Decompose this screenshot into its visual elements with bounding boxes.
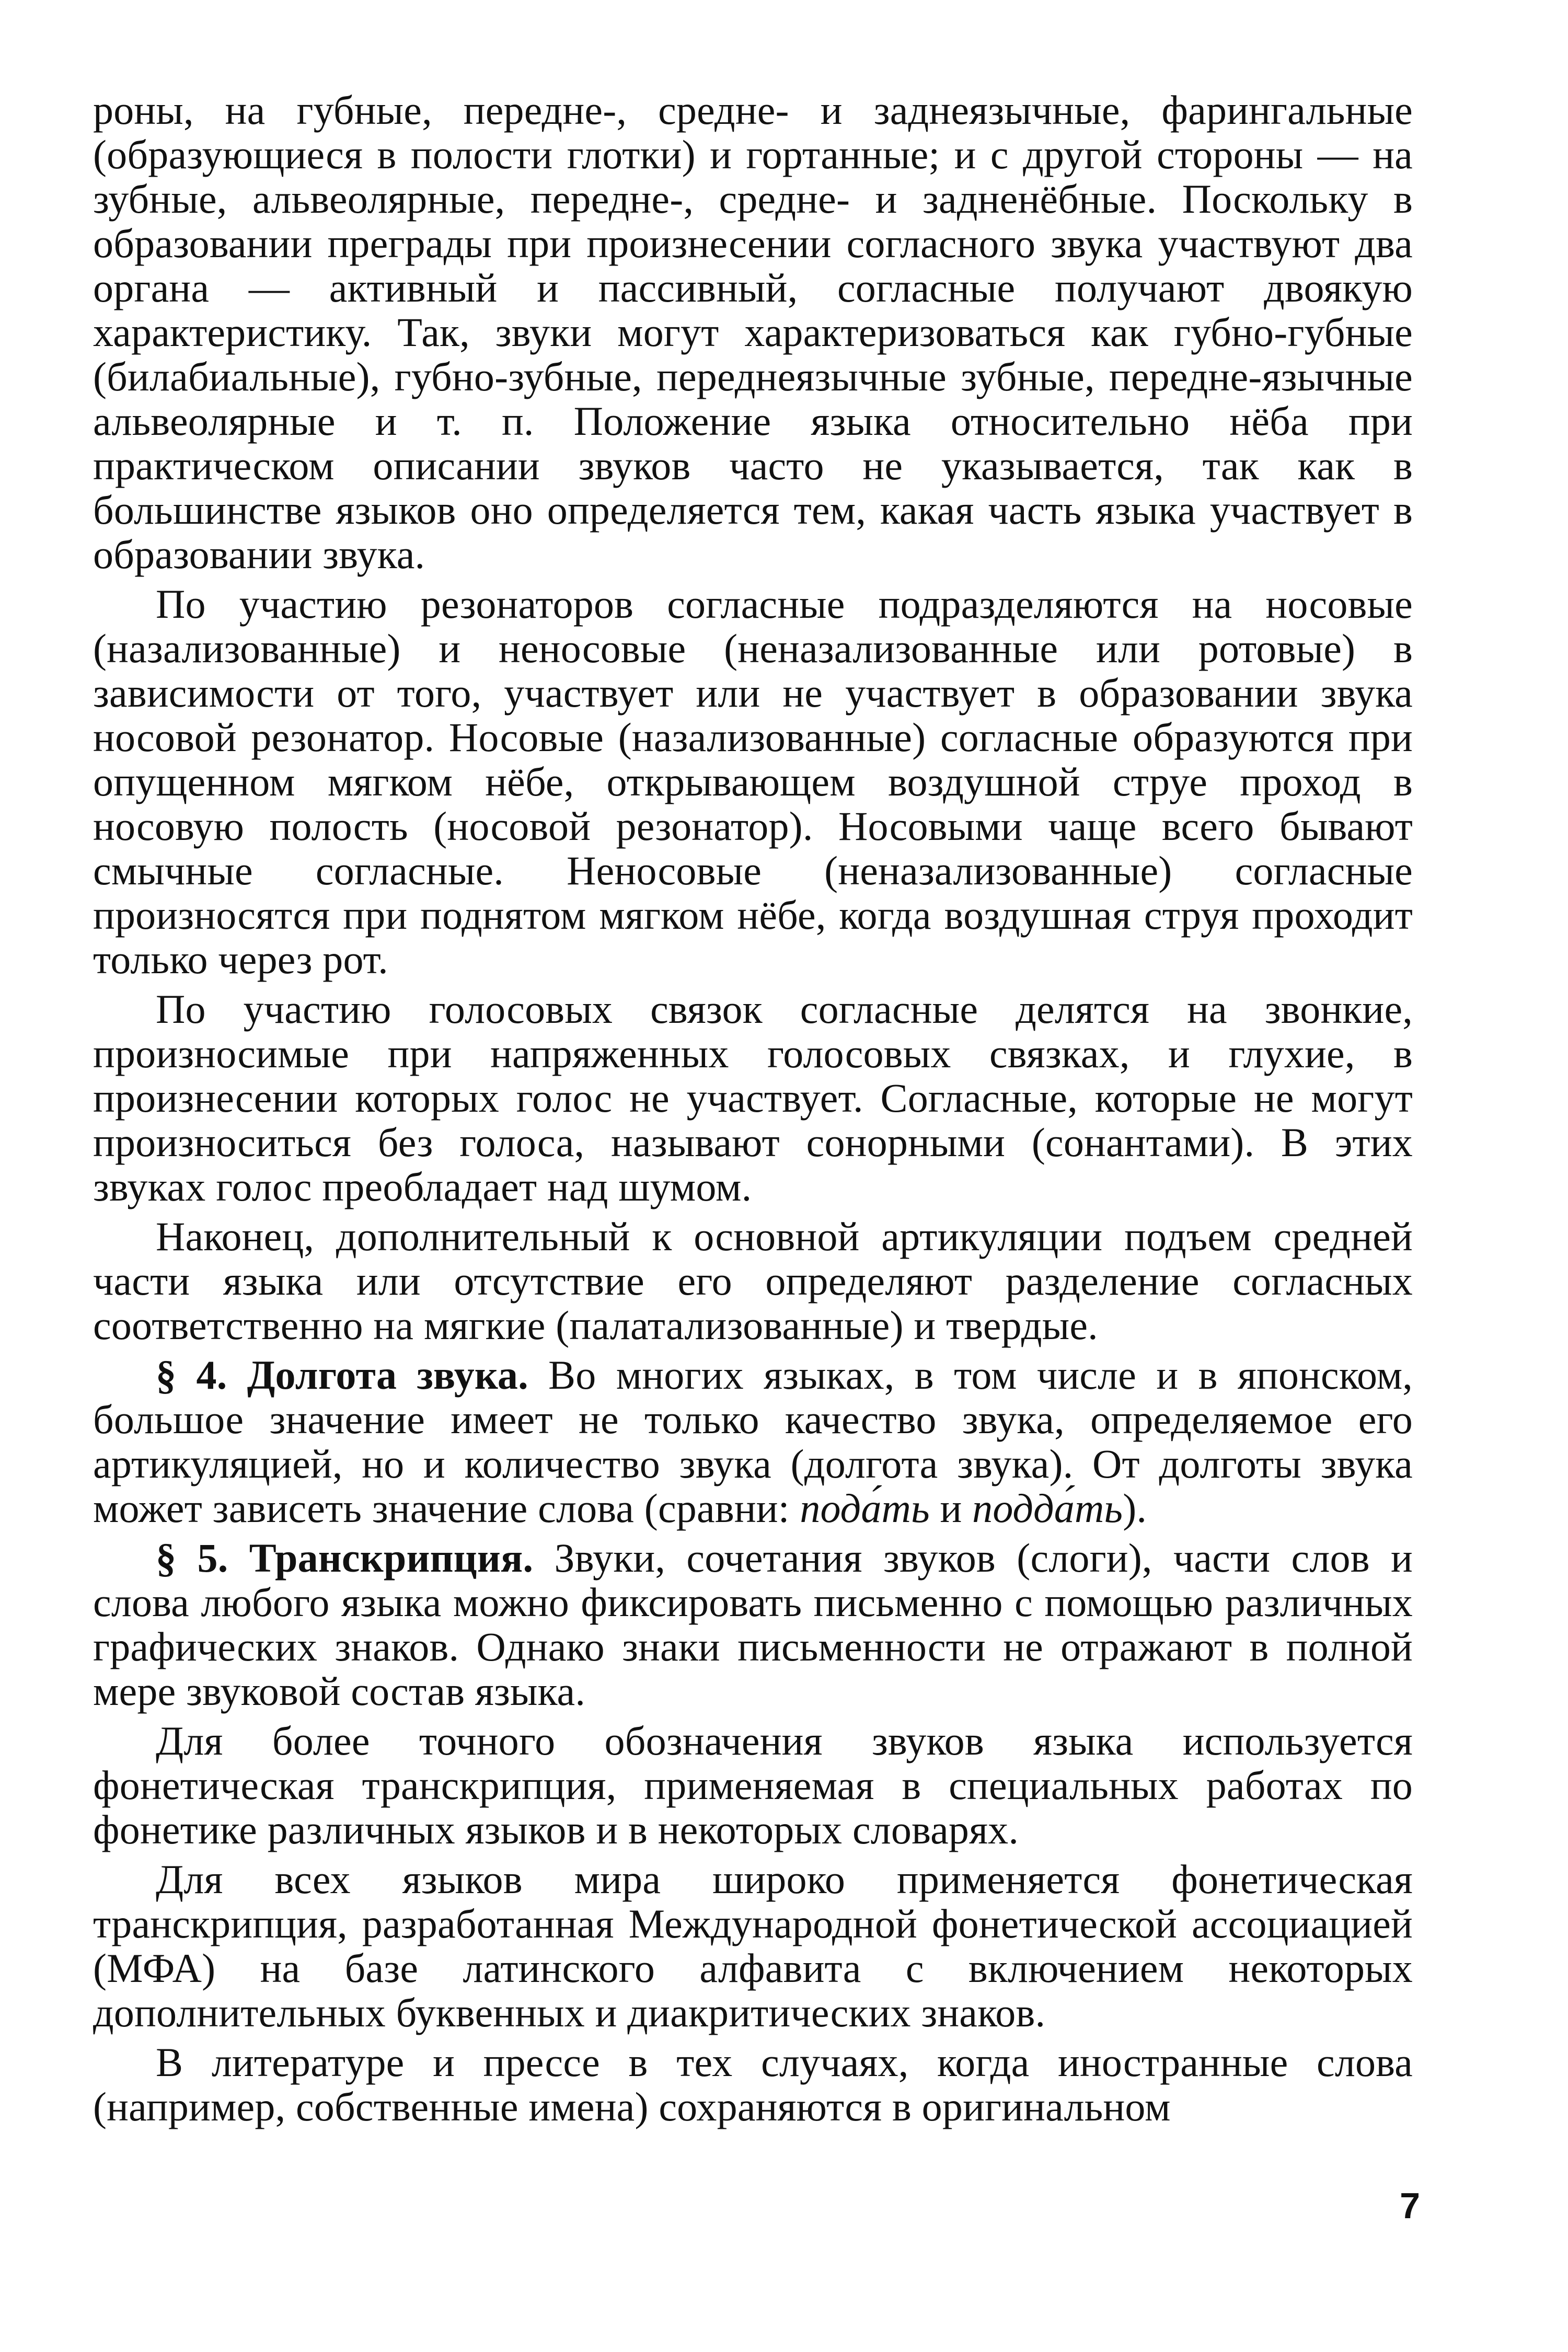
paragraph-resonators: По участию резонаторов согласные подразделяются на носовые (назализованные) и неносовые (неназализованные или ротовые) в зависимости от того, участвует или не участвует в образовании звука носовой резонатор. Носовые (назализованные) согласные образуются при опущенном мягком нёбе, открывающем воздушной струе проход в носовую полость (носовой резонатор). Носовыми чаще всего бывают смычные согласные. Неносовые (неназализованные) согласные произносятся при поднятом мягком нёбе, когда воздушная струя проходит только через рот.: [93, 581, 1413, 982]
example-joiner: и: [929, 1485, 973, 1531]
paragraph-foreign-words: В литературе и прессе в тех случаях, когда иностранные слова (например, собственные имена) сохраняются в оригинальном: [93, 2039, 1413, 2129]
page-body: [93, 88, 1413, 2134]
section-5-text: Звуки, сочетания звуков (слоги), части слов и слова любого языка можно фиксировать письменно с помощью различных графических знаков. Однако знаки письменности не отражают в полной мере звуковой состав языка.: [93, 1535, 1413, 1714]
paragraph-section-5: [93, 1536, 1413, 1713]
paragraph-place-of-articulation: роны, на губные, передне-, средне- и заднеязычные, фарингальные (образующиеся в полости глотки) и гортанные; и с другой стороны — на зубные, альвеолярные, передне-, средне- и задненёбные. Поскольку в образовании преграды при произнесении согласного звука участвуют два органа — активный и пассивный, согласные получают двоякую характеристику. Так, звуки могут характеризоваться как губно-губные (билабиальные), губно-зубные, переднеязычные зубные, передне-язычные альвеолярные и т. п. Положение языка относительно нёба при практическом описании звуков часто не указывается, так как в большинстве языков оно определяется тем, какая часть языка участвует в образовании звука.: [93, 87, 1413, 577]
paragraph-vocal-cords: По участию голосовых связок согласные делятся на звонкие, произносимые при напряженных голосовых связках, и глухие, в произнесении которых голос не участвует. Согласные, которые не могут произноситься без голоса, называют сонорными (сонантами). В этих звуках голос преобладает над шумом.: [93, 986, 1413, 1209]
paragraph-ipa: Для всех языков мира широко применяется фонетическая транскрипция, разработанная Международной фонетической ассоциацией (МФА) на базе латинского алфавита с включением некоторых дополнительных буквенных и диакритических знаков.: [93, 1857, 1413, 2035]
example-word-2: подда́ть: [972, 1485, 1123, 1531]
paragraph-section-4: [93, 1353, 1413, 1530]
section-4-text: Во многих языках, в том числе и в японском, большое значение имеет не только качество звука, определяемое его артикуляцией, но и количество звука (долгота звука). От долготы звука может зависеть значение слова (сравни:: [93, 1352, 1413, 1531]
example-word-1: пода́ть: [800, 1485, 930, 1531]
paragraph-phonetic-transcription: Для более точного обозначения звуков языка используется фонетическая транскрипция, применяемая в специальных работах по фонетике различных языков и в некоторых словарях.: [93, 1718, 1413, 1852]
example-closing: ).: [1123, 1485, 1147, 1531]
section-5-heading: § 5. Транскрипция.: [156, 1535, 534, 1581]
page-number: 7: [1400, 2185, 1420, 2226]
section-4-heading: § 4. Долгота звука.: [156, 1352, 528, 1398]
paragraph-palatalization: Наконец, дополнительный к основной артикуляции подъем средней части языка или отсутствие его определяют разделение согласных соответственно на мягкие (палатализованные) и твердые.: [93, 1214, 1413, 1348]
